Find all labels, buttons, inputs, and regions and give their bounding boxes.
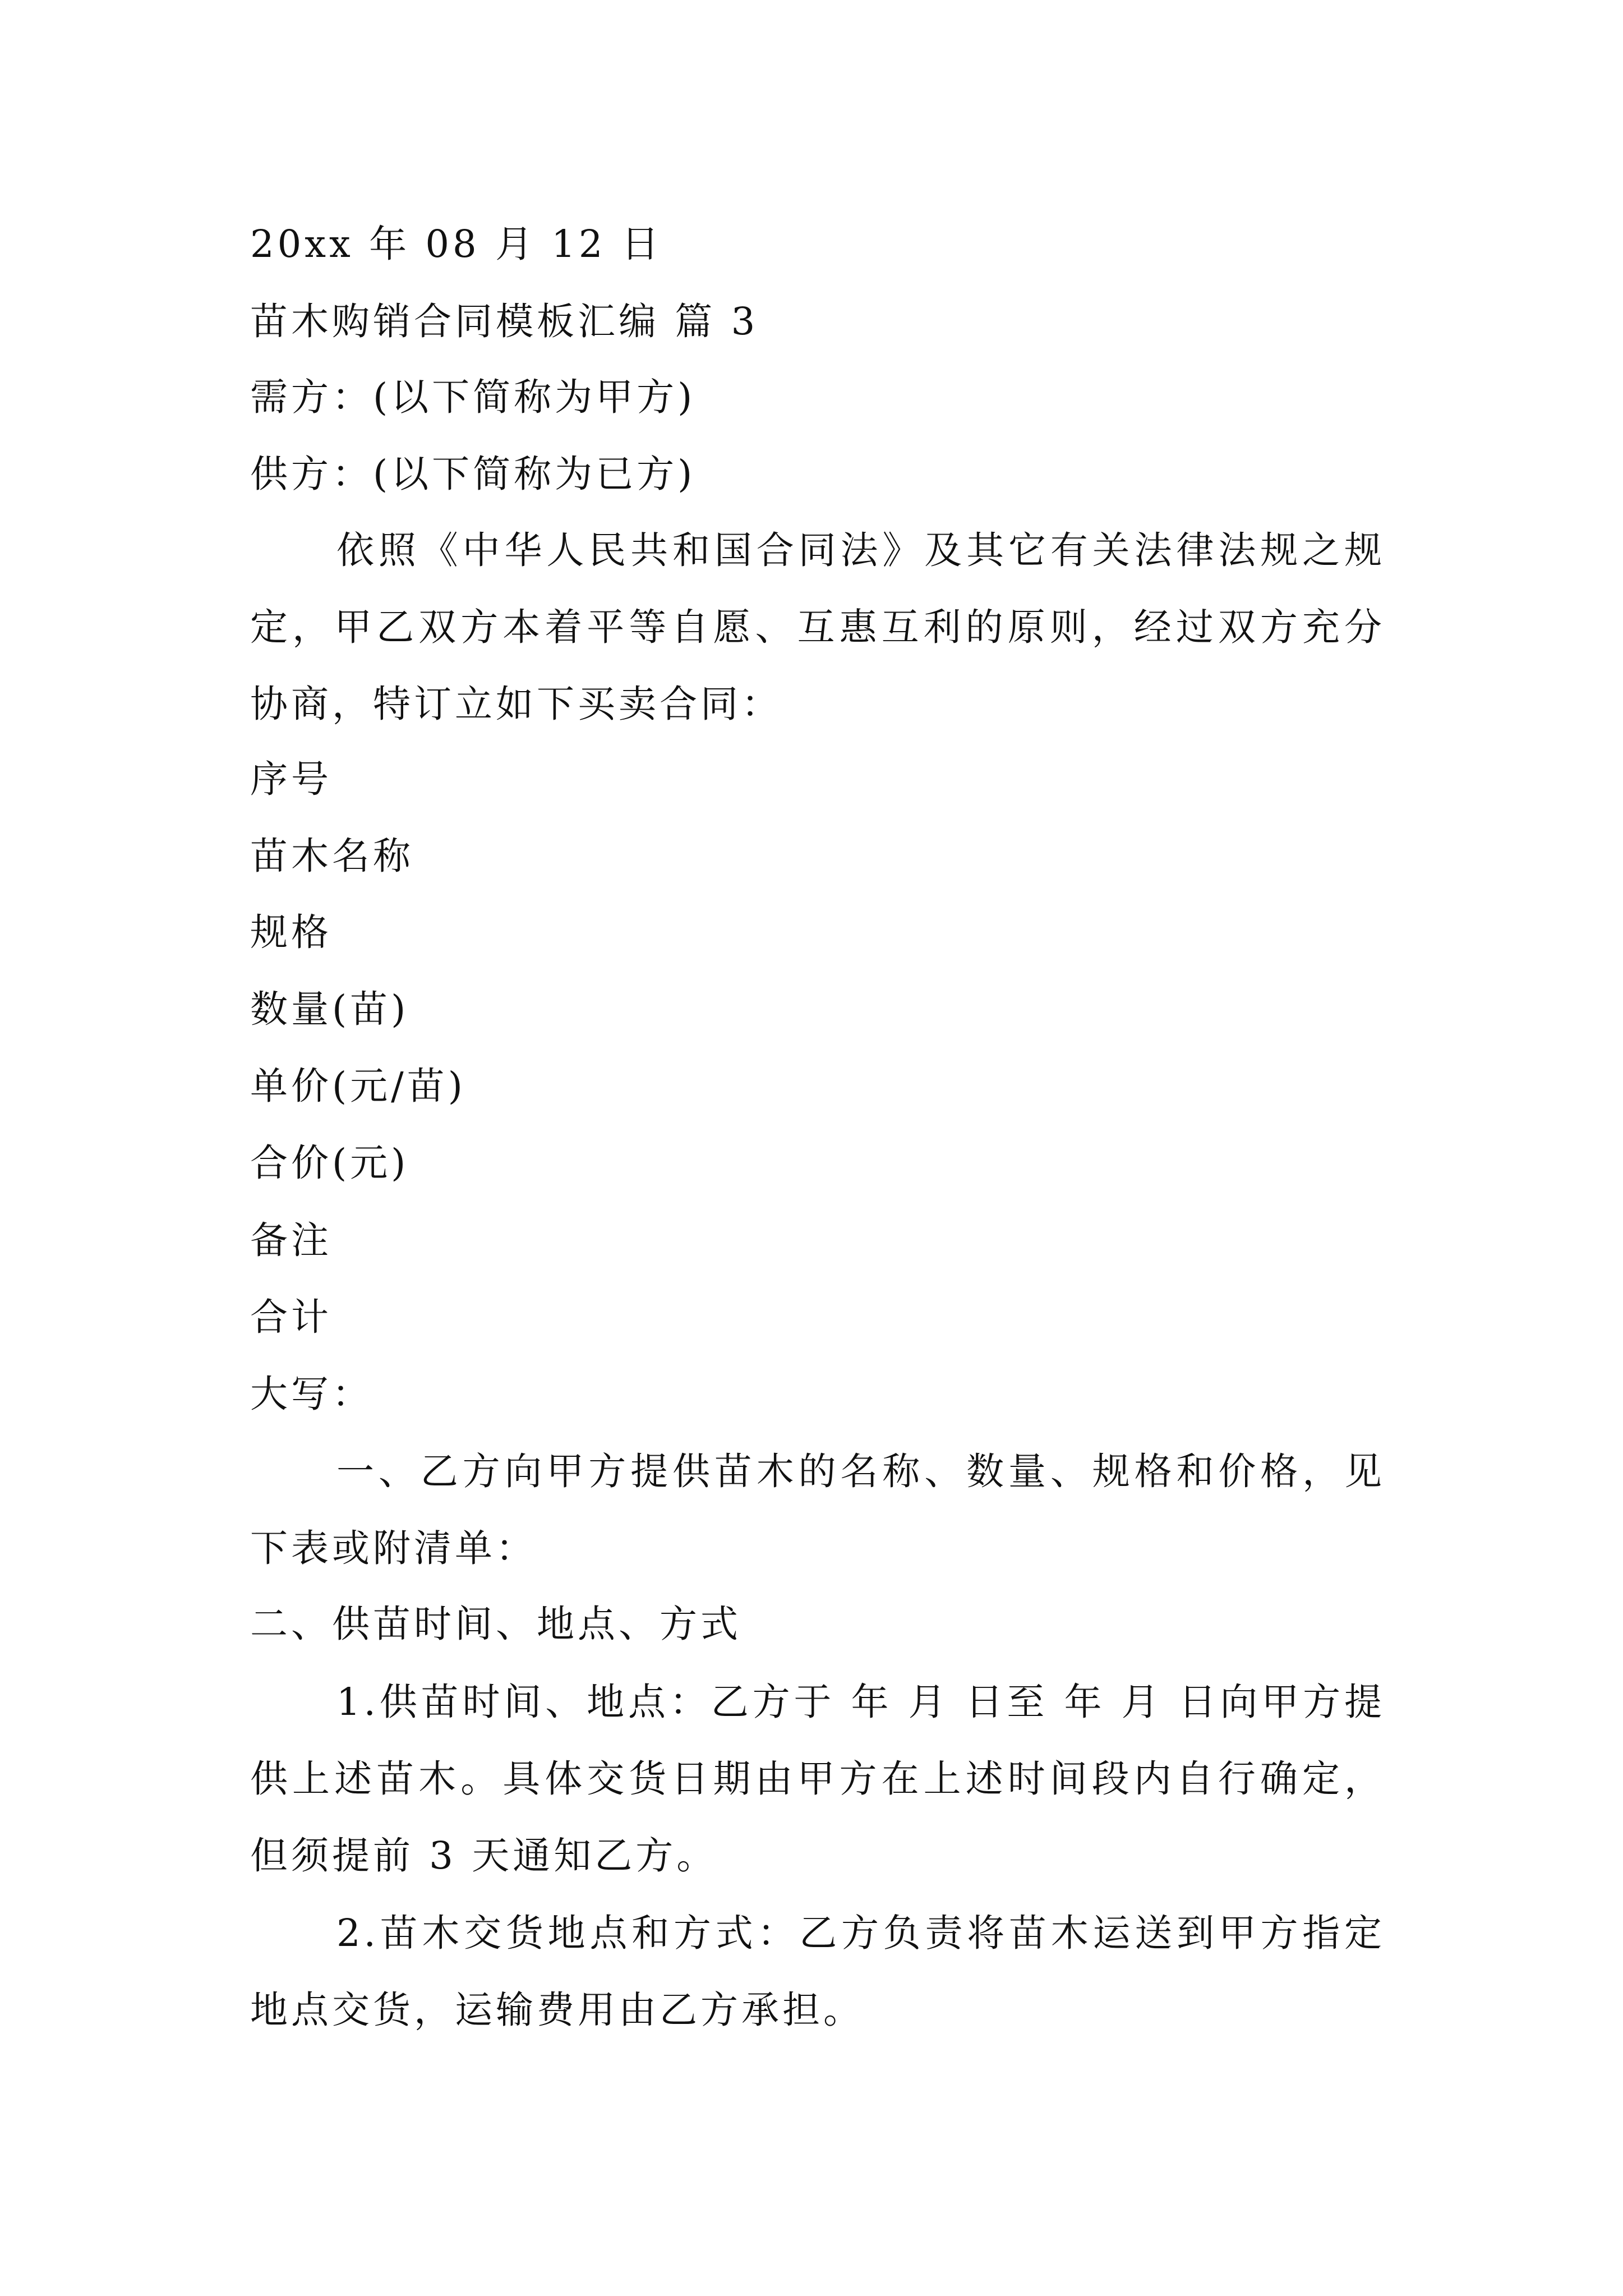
seller-line: 供方：(以下简称为已方) [250,452,696,496]
table-header-total-price: 合价(元) [250,1141,409,1185]
clause-2-title: 二、供苗时间、地点、方式 [250,1602,741,1646]
table-header-index: 序号 [250,757,332,801]
table-header-remarks: 备注 [250,1218,332,1262]
table-header-spec: 规格 [250,910,332,954]
clause-2-2: 2.苗木交货地点和方式：乙方负责将苗木运送到甲方指定地点交货，运输费用由乙方承担。 [250,1911,1385,2032]
total-label: 合计 [250,1295,332,1339]
clause-2-1: 1.供苗时间、地点：乙方于 年 月 日至 年 月 日向甲方提供上述苗木。具体交货日期由甲方在上述时间段内自行确定，但须提前 3 天通知乙方。 [250,1680,1385,1878]
table-header-quantity: 数量(苗) [250,987,409,1031]
intro-paragraph: 依照《中华人民共和国合同法》及其它有关法律法规之规定，甲乙双方本着平等自愿、互惠互利的原则，经过双方充分协商，特订立如下买卖合同： [250,528,1385,726]
document-title: 苗木购销合同模板汇编 篇 3 [250,300,759,343]
document-date: 20xx 年 08 月 12 日 [250,222,662,266]
table-header-name: 苗木名称 [250,834,414,878]
uppercase-label: 大写： [250,1372,373,1416]
clause-1: 一、乙方向甲方提供苗木的名称、数量、规格和价格，见下表或附清单： [250,1450,1385,1570]
table-header-unit-price: 单价(元/苗) [250,1064,466,1108]
buyer-line: 需方：(以下简称为甲方) [250,375,696,419]
